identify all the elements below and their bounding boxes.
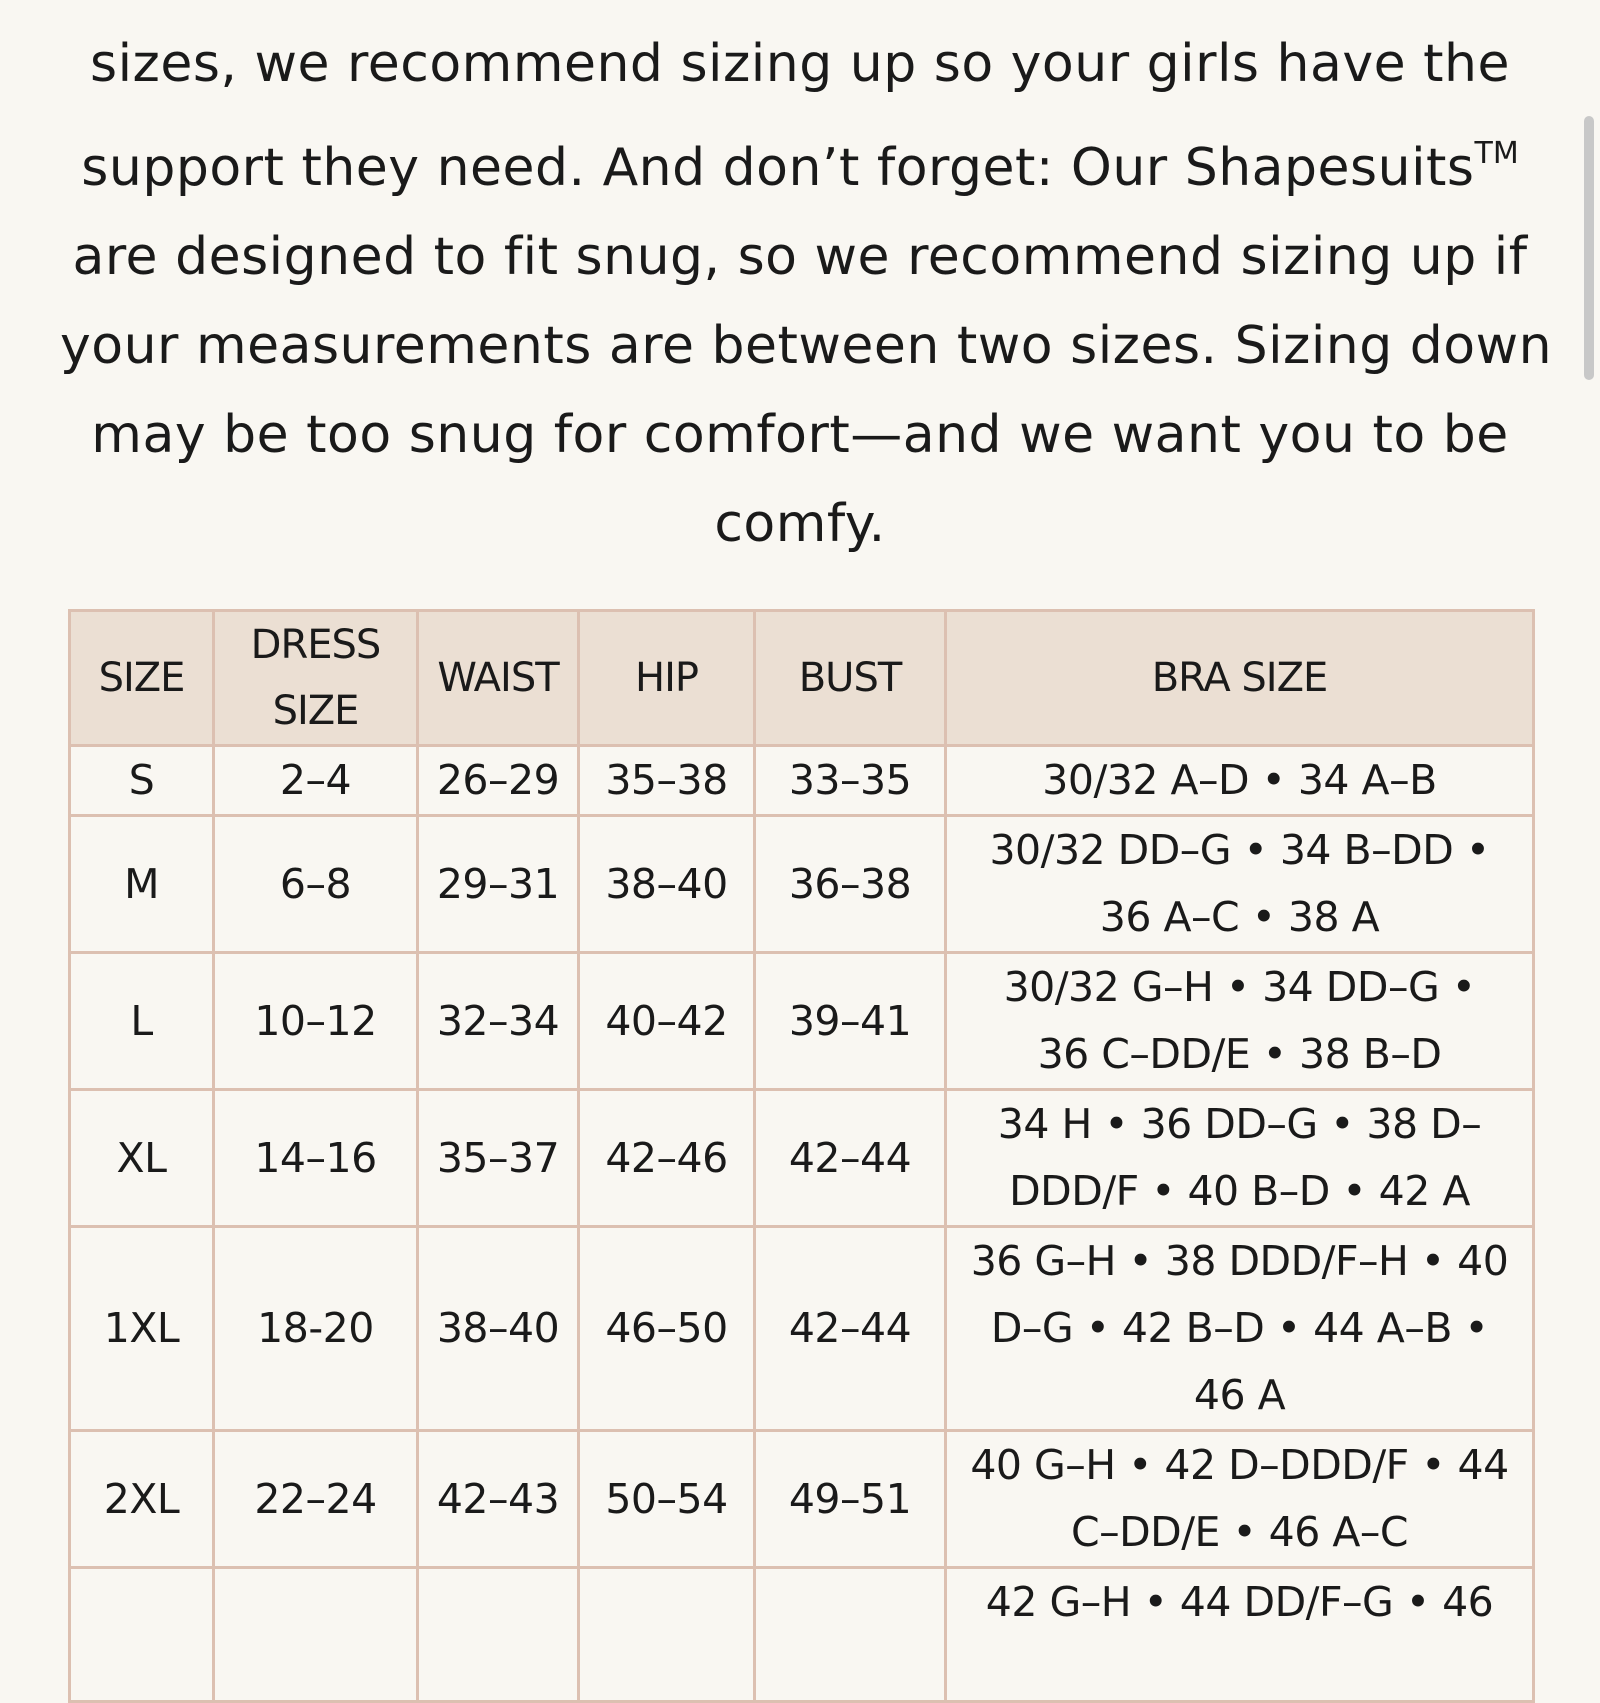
cell-bust: 39–41 (755, 953, 946, 1090)
cell-size: L (70, 953, 214, 1090)
header-waist: WAIST (418, 611, 579, 746)
cell-waist: 35–37 (418, 1090, 579, 1227)
header-dress-size (214, 611, 418, 746)
cell-hip (579, 1568, 755, 1702)
cell-hip: 46–50 (579, 1227, 755, 1431)
cell-waist (418, 1568, 579, 1702)
cell-size (70, 1568, 214, 1702)
header-bust: BUST (755, 611, 946, 746)
bra-size-line: D–G • 42 B–D • 44 A–B • (990, 1304, 1489, 1352)
cell-bra-size (946, 1227, 1534, 1431)
cell-size: S (70, 746, 214, 816)
cell-bust: 42–44 (755, 1227, 946, 1431)
cell-bust: 42–44 (755, 1090, 946, 1227)
cell-size: 1XL (70, 1227, 214, 1431)
sizing-note-line: are designed to fit snug, so we recommend sizing up if (72, 227, 1528, 287)
sizing-note-line (60, 109, 1540, 213)
sizing-note-text: support they need. And don’t forget: Our Shapesuits (81, 138, 1475, 198)
cell-bust: 36–38 (755, 816, 946, 953)
table-row (70, 1568, 1534, 1702)
cell-dress-size (214, 1568, 418, 1702)
cell-bra-size (946, 1431, 1534, 1568)
header-bra-size: BRA SIZE (946, 611, 1534, 746)
cell-dress-size: 22–24 (214, 1431, 418, 1568)
cell-hip: 42–46 (579, 1090, 755, 1227)
vertical-scrollbar-thumb[interactable] (1584, 116, 1594, 380)
bra-size-line: 36 A–C • 38 A (1099, 893, 1380, 941)
table-row (70, 953, 1534, 1090)
cell-hip: 50–54 (579, 1431, 755, 1568)
cell-waist: 32–34 (418, 953, 579, 1090)
cell-dress-size: 2–4 (214, 746, 418, 816)
size-chart-table (68, 609, 1535, 1703)
cell-bra-size (946, 953, 1534, 1090)
cell-dress-size: 14–16 (214, 1090, 418, 1227)
cell-waist: 29–31 (418, 816, 579, 953)
cell-size: XL (70, 1090, 214, 1227)
table-row (70, 1090, 1534, 1227)
bra-size-line: 42 G–H • 44 DD/F–G • 46 (985, 1578, 1494, 1626)
bra-size-line: 30/32 G–H • 34 DD–G • (1003, 963, 1476, 1011)
cell-bust: 33–35 (755, 746, 946, 816)
cell-hip: 40–42 (579, 953, 755, 1090)
cell-bra-size (946, 1090, 1534, 1227)
cell-waist: 38–40 (418, 1227, 579, 1431)
bra-size-line: 30/32 A–D • 34 A–B (1042, 756, 1437, 804)
cell-size: M (70, 816, 214, 953)
cell-size: 2XL (70, 1431, 214, 1568)
sizing-note-line: may be too snug for comfort—and we want you to be (91, 405, 1509, 465)
bra-size-line: 30/32 DD–G • 34 B–DD • (989, 826, 1490, 874)
cell-hip: 35–38 (579, 746, 755, 816)
table-row (70, 1431, 1534, 1568)
cell-bra-size (946, 1568, 1534, 1702)
cell-dress-size: 10–12 (214, 953, 418, 1090)
header-size: SIZE (70, 611, 214, 746)
bra-size-line: 36 C–DD/E • 38 B–D (1037, 1030, 1442, 1078)
sizing-note-line: sizes, we recommend sizing up so your girls have the (90, 34, 1510, 94)
table-header-row (70, 611, 1534, 746)
cell-dress-size: 18-20 (214, 1227, 418, 1431)
table-row (70, 816, 1534, 953)
table-row (70, 1227, 1534, 1431)
trademark-symbol: TM (1474, 136, 1519, 171)
bra-size-line: DDD/F • 40 B–D • 42 A (1009, 1167, 1470, 1215)
cell-bust: 49–51 (755, 1431, 946, 1568)
cell-bust (755, 1568, 946, 1702)
cell-dress-size: 6–8 (214, 816, 418, 953)
table-row (70, 746, 1534, 816)
header-dress-size-line: DRESS (250, 622, 381, 668)
header-hip: HIP (579, 611, 755, 746)
cell-bra-size (946, 816, 1534, 953)
cell-waist: 26–29 (418, 746, 579, 816)
cell-bra-size (946, 746, 1534, 816)
header-dress-size-line: SIZE (272, 688, 359, 734)
bra-size-line: 46 A (1193, 1371, 1286, 1419)
bra-size-line: 40 G–H • 42 D–DDD/F • 44 (970, 1441, 1509, 1489)
cell-waist: 42–43 (418, 1431, 579, 1568)
bra-size-line: 34 H • 36 DD–G • 38 D– (997, 1100, 1482, 1148)
sizing-note-line: comfy. (714, 494, 886, 554)
bra-size-line: C–DD/E • 46 A–C (1070, 1508, 1409, 1556)
sizing-note-line: your measurements are between two sizes. Sizing down (60, 316, 1553, 376)
cell-hip: 38–40 (579, 816, 755, 953)
sizing-note (60, 20, 1553, 569)
bra-size-line: 36 G–H • 38 DDD/F–H • 40 (970, 1237, 1509, 1285)
